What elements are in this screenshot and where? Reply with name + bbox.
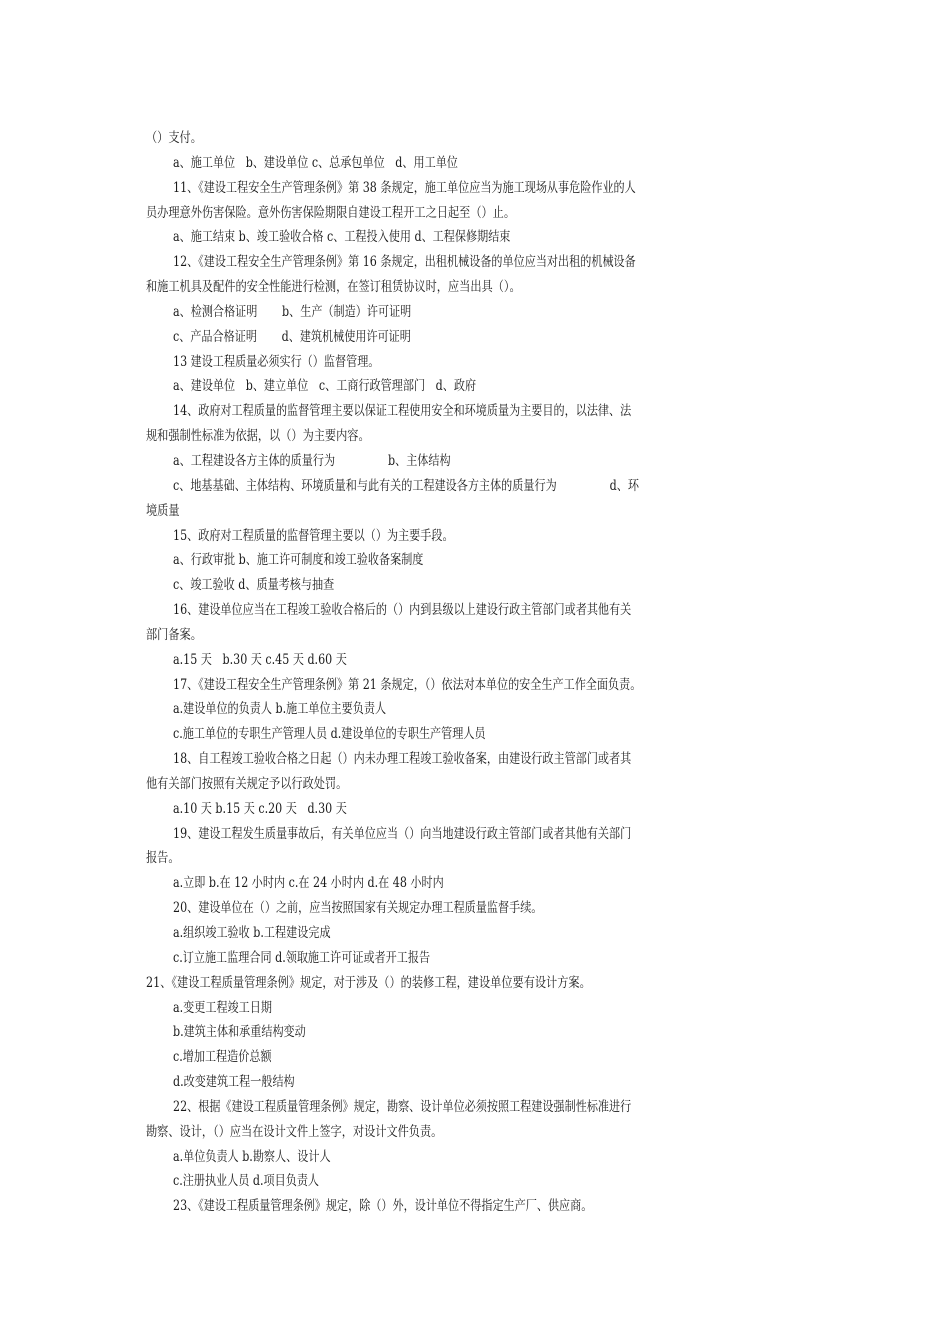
- text-line: 境质量: [146, 502, 180, 519]
- text-line: 规和强制性标准为依据，以（）为主要内容。: [146, 428, 370, 445]
- text-line: a、检测合格证明 b、生产（制造）许可证明: [173, 303, 412, 320]
- text-line: a、行政审批 b、施工许可制度和竣工验收备案制度: [173, 552, 424, 569]
- text-line: （）支付。: [146, 130, 202, 146]
- text-line: 和施工机具及配件的安全性能进行检测，在签订租赁协议时，应当出具（）。: [146, 279, 521, 296]
- text-line: a.10 天 b.15 天 c.20 天 d.30 天: [173, 800, 347, 817]
- text-line: 员办理意外伤害保险。意外伤害保险期限自建设工程开工之日起至（）止。: [146, 204, 516, 221]
- text-line: a、施工单位 b、建设单位 c、总承包单位 d、用工单位: [173, 154, 458, 171]
- text-line: a.变更工程竣工日期: [173, 999, 272, 1016]
- text-line: a、施工结束 b、竣工验收合格 c、工程投入使用 d、工程保修期结束: [173, 229, 511, 246]
- text-line: c.订立施工监理合同 d.领取施工许可证或者开工报告: [173, 949, 431, 966]
- text-line: 15、政府对工程质量的监督管理主要以（）为主要手段。: [173, 527, 454, 544]
- text-line: a.15 天 b.30 天 c.45 天 d.60 天: [173, 651, 347, 668]
- text-line: 部门备案。: [146, 626, 202, 643]
- text-line: a.组织竣工验收 b.工程建设完成: [173, 925, 331, 941]
- text-line: 13 建设工程质量必须实行（）监督管理。: [173, 353, 380, 370]
- text-line: 勘察、设计，（）应当在设计文件上签字，对设计文件负责。: [146, 1123, 443, 1140]
- text-line: 20、建设单位在（）之前，应当按照国家有关规定办理工程质量监督手续。: [173, 900, 543, 917]
- text-line: 16、建设单位应当在工程竣工验收合格后的（）内到县级以上建设行政主管部门或者其他有关: [173, 602, 632, 619]
- text-line: d.改变建筑工程一般结构: [173, 1074, 295, 1091]
- text-line: a、工程建设各方主体的质量行为 b、主体结构: [173, 452, 451, 469]
- text-line: 他有关部门按照有关规定予以行政处罚。: [146, 775, 348, 792]
- text-line: c、产品合格证明 d、建筑机械使用许可证明: [173, 328, 411, 345]
- text-line: a、建设单位 b、建立单位 c、工商行政管理部门 d、政府: [173, 378, 477, 395]
- text-line: a.建设单位的负责人 b.施工单位主要负责人: [173, 701, 387, 718]
- text-line: a.单位负责人 b.勘察人、设计人: [173, 1148, 331, 1165]
- text-line: c.施工单位的专职生产管理人员 d.建设单位的专职生产管理人员: [173, 726, 486, 743]
- text-line: a.立即 b.在 12 小时内 c.在 24 小时内 d.在 48 小时内: [173, 875, 444, 892]
- text-line: 报告。: [146, 850, 180, 867]
- text-line: 17、《建设工程安全生产管理条例》第 21 条规定，（）依法对本单位的安全生产工作全面负责。: [173, 676, 642, 693]
- text-line: 21、《建设工程质量管理条例》规定，对于涉及（）的装修工程，建设单位要有设计方案。: [146, 974, 591, 991]
- text-line: c.注册执业人员 d.项目负责人: [173, 1173, 320, 1190]
- text-line: 19、建设工程发生质量事故后，有关单位应当（）向当地建设行政主管部门或者其他有关部门: [173, 825, 632, 842]
- text-line: 23、《建设工程质量管理条例》规定，除（）外，设计单位不得指定生产厂、供应商。: [173, 1198, 593, 1215]
- text-line: 14、政府对工程质量的监督管理主要以保证工程使用安全和环境质量为主要目的，以法律、法: [173, 403, 632, 420]
- text-line: 12、《建设工程安全生产管理条例》第 16 条规定，出租机械设备的单位应当对出租的机械设备: [173, 254, 636, 271]
- text-line: c.增加工程造价总额: [173, 1049, 272, 1066]
- text-line: 18、自工程竣工验收合格之日起（）内未办理工程竣工验收备案，由建设行政主管部门或者其: [173, 751, 632, 768]
- document-body: [0, 126, 950, 1219]
- text-line: c、地基基础、主体结构、环境质量和与此有关的工程建设各方主体的质量行为 d、环: [173, 477, 639, 494]
- text-line: 11、《建设工程安全生产管理条例》第 38 条规定，施工单位应当为施工现场从事危险作业的人: [173, 179, 636, 196]
- text-line: 22、根据《建设工程质量管理条例》规定，勘察、设计单位必须按照工程建设强制性标准进行: [173, 1098, 632, 1115]
- text-line: b.建筑主体和承重结构变动: [173, 1024, 306, 1041]
- text-line: c、竣工验收 d、质量考核与抽查: [173, 577, 335, 594]
